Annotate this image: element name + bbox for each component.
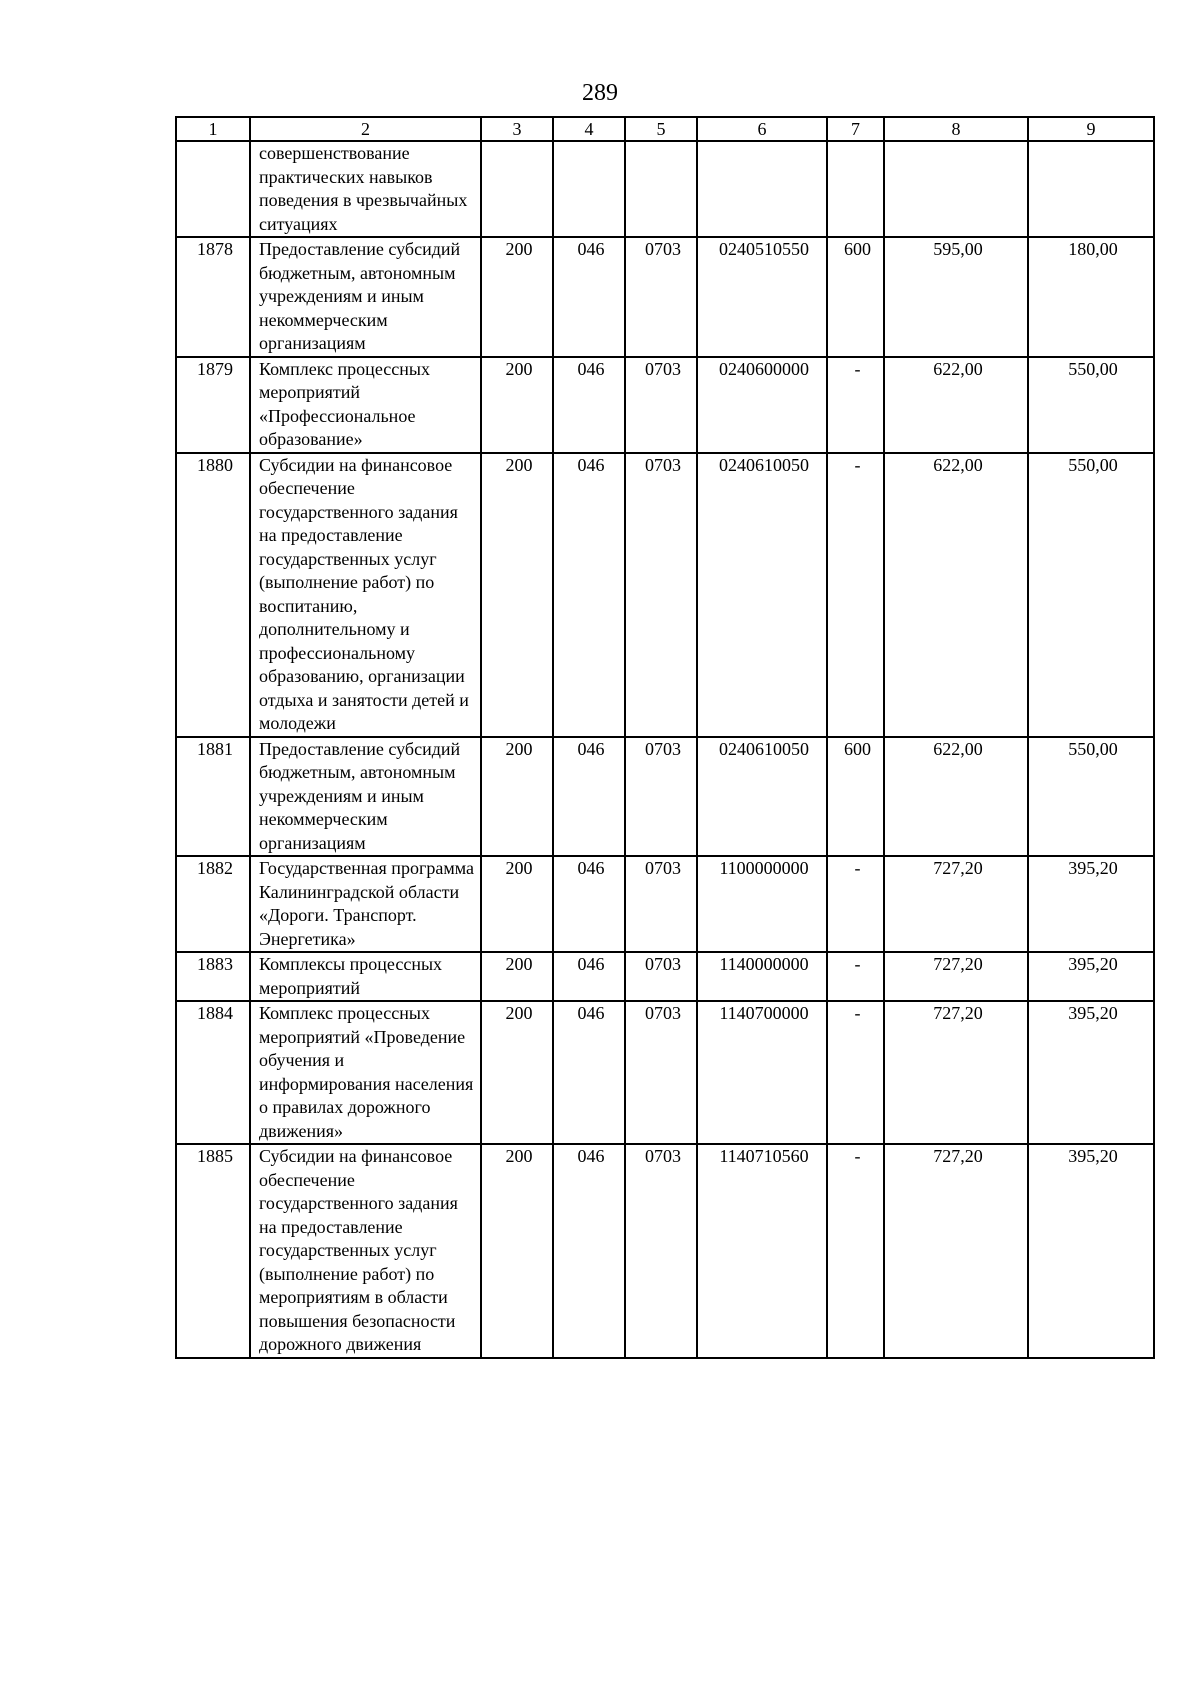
header-cell: 4	[553, 117, 625, 141]
cell-col9: 550,00	[1028, 737, 1154, 857]
cell-col8: 727,20	[884, 1144, 1028, 1358]
cell-col6: 1140000000	[697, 952, 827, 1001]
cell-col4: 046	[553, 737, 625, 857]
cell-col7: -	[827, 1001, 884, 1144]
cell-col3	[481, 141, 553, 237]
cell-col5: 0703	[625, 952, 697, 1001]
cell-col9: 550,00	[1028, 453, 1154, 737]
cell-col8: 727,20	[884, 1001, 1028, 1144]
cell-col3: 200	[481, 453, 553, 737]
header-cell: 2	[250, 117, 481, 141]
cell-col4: 046	[553, 453, 625, 737]
cell-col9: 395,20	[1028, 952, 1154, 1001]
header-cell: 3	[481, 117, 553, 141]
cell-col3: 200	[481, 856, 553, 952]
cell-col7: -	[827, 453, 884, 737]
cell-col4: 046	[553, 357, 625, 453]
row-number: 1878	[176, 237, 250, 357]
header-cell: 8	[884, 117, 1028, 141]
header-row	[176, 117, 1154, 141]
table-row	[176, 453, 1154, 737]
cell-col5	[625, 141, 697, 237]
header-cell: 6	[697, 117, 827, 141]
cell-col6	[697, 141, 827, 237]
cell-col3: 200	[481, 237, 553, 357]
row-name: Комплекс процессных мероприятий «Профессиональное образование»	[250, 357, 481, 453]
row-number: 1885	[176, 1144, 250, 1358]
table-row	[176, 856, 1154, 952]
header-cell: 1	[176, 117, 250, 141]
cell-col7: -	[827, 1144, 884, 1358]
cell-col3: 200	[481, 737, 553, 857]
row-name: Комплексы процессных мероприятий	[250, 952, 481, 1001]
cell-col5: 0703	[625, 357, 697, 453]
table-row	[176, 237, 1154, 357]
cell-col9: 395,20	[1028, 856, 1154, 952]
cell-col4: 046	[553, 1144, 625, 1358]
cell-col8: 727,20	[884, 952, 1028, 1001]
cell-col8: 622,00	[884, 453, 1028, 737]
header-cell: 7	[827, 117, 884, 141]
cell-col5: 0703	[625, 856, 697, 952]
row-name: Комплекс процессных мероприятий «Проведение обучения и информирования населения о правилах дорожного движения»	[250, 1001, 481, 1144]
cell-col7: -	[827, 952, 884, 1001]
cell-col9: 395,20	[1028, 1001, 1154, 1144]
cell-col3: 200	[481, 1144, 553, 1358]
cell-col6: 1140710560	[697, 1144, 827, 1358]
row-name: Субсидии на финансовое обеспечение государственного задания на предоставление государственных услуг (выполнение работ) по мероприятиям в области повышения безопасности дорожного движения	[250, 1144, 481, 1358]
cell-col6: 1140700000	[697, 1001, 827, 1144]
cell-col9: 180,00	[1028, 237, 1154, 357]
table-row	[176, 141, 1154, 237]
cell-col4: 046	[553, 1001, 625, 1144]
cell-col4: 046	[553, 856, 625, 952]
row-name: Субсидии на финансовое обеспечение государственного задания на предоставление государственных услуг (выполнение работ) по воспитанию, дополнительному и профессиональному образованию, организации отдыха и занятости детей и молодежи	[250, 453, 481, 737]
cell-col7: 600	[827, 237, 884, 357]
cell-col6: 0240600000	[697, 357, 827, 453]
row-name: совершенствование практических навыков поведения в чрезвычайных ситуациях	[250, 141, 481, 237]
table-row	[176, 1144, 1154, 1358]
cell-col3: 200	[481, 357, 553, 453]
row-number: 1884	[176, 1001, 250, 1144]
header-cell: 5	[625, 117, 697, 141]
row-name: Предоставление субсидий бюджетным, автономным учреждениям и иным некоммерческим организациям	[250, 737, 481, 857]
cell-col9: 395,20	[1028, 1144, 1154, 1358]
row-name: Предоставление субсидий бюджетным, автономным учреждениям и иным некоммерческим организациям	[250, 237, 481, 357]
cell-col5: 0703	[625, 1144, 697, 1358]
cell-col8: 595,00	[884, 237, 1028, 357]
cell-col5: 0703	[625, 453, 697, 737]
cell-col5: 0703	[625, 1001, 697, 1144]
cell-col8: 727,20	[884, 856, 1028, 952]
cell-col5: 0703	[625, 737, 697, 857]
table-row	[176, 1001, 1154, 1144]
row-name: Государственная программа Калининградской области «Дороги. Транспорт. Энергетика»	[250, 856, 481, 952]
table-row	[176, 952, 1154, 1001]
cell-col6: 0240610050	[697, 737, 827, 857]
cell-col6: 0240510550	[697, 237, 827, 357]
cell-col5: 0703	[625, 237, 697, 357]
cell-col8	[884, 141, 1028, 237]
cell-col9: 550,00	[1028, 357, 1154, 453]
row-number: 1880	[176, 453, 250, 737]
cell-col7: -	[827, 856, 884, 952]
cell-col9	[1028, 141, 1154, 237]
cell-col6: 0240610050	[697, 453, 827, 737]
row-number: 1881	[176, 737, 250, 857]
cell-col6: 1100000000	[697, 856, 827, 952]
cell-col3: 200	[481, 952, 553, 1001]
row-number	[176, 141, 250, 237]
cell-col7: -	[827, 357, 884, 453]
row-number: 1879	[176, 357, 250, 453]
cell-col7: 600	[827, 737, 884, 857]
cell-col7	[827, 141, 884, 237]
cell-col3: 200	[481, 1001, 553, 1144]
cell-col4: 046	[553, 237, 625, 357]
table-row	[176, 357, 1154, 453]
cell-col8: 622,00	[884, 357, 1028, 453]
cell-col4: 046	[553, 952, 625, 1001]
cell-col8: 622,00	[884, 737, 1028, 857]
cell-col4	[553, 141, 625, 237]
table-row	[176, 737, 1154, 857]
row-number: 1883	[176, 952, 250, 1001]
page-number: 289	[582, 80, 618, 106]
row-number: 1882	[176, 856, 250, 952]
header-cell: 9	[1028, 117, 1154, 141]
budget-table	[175, 116, 1155, 1359]
